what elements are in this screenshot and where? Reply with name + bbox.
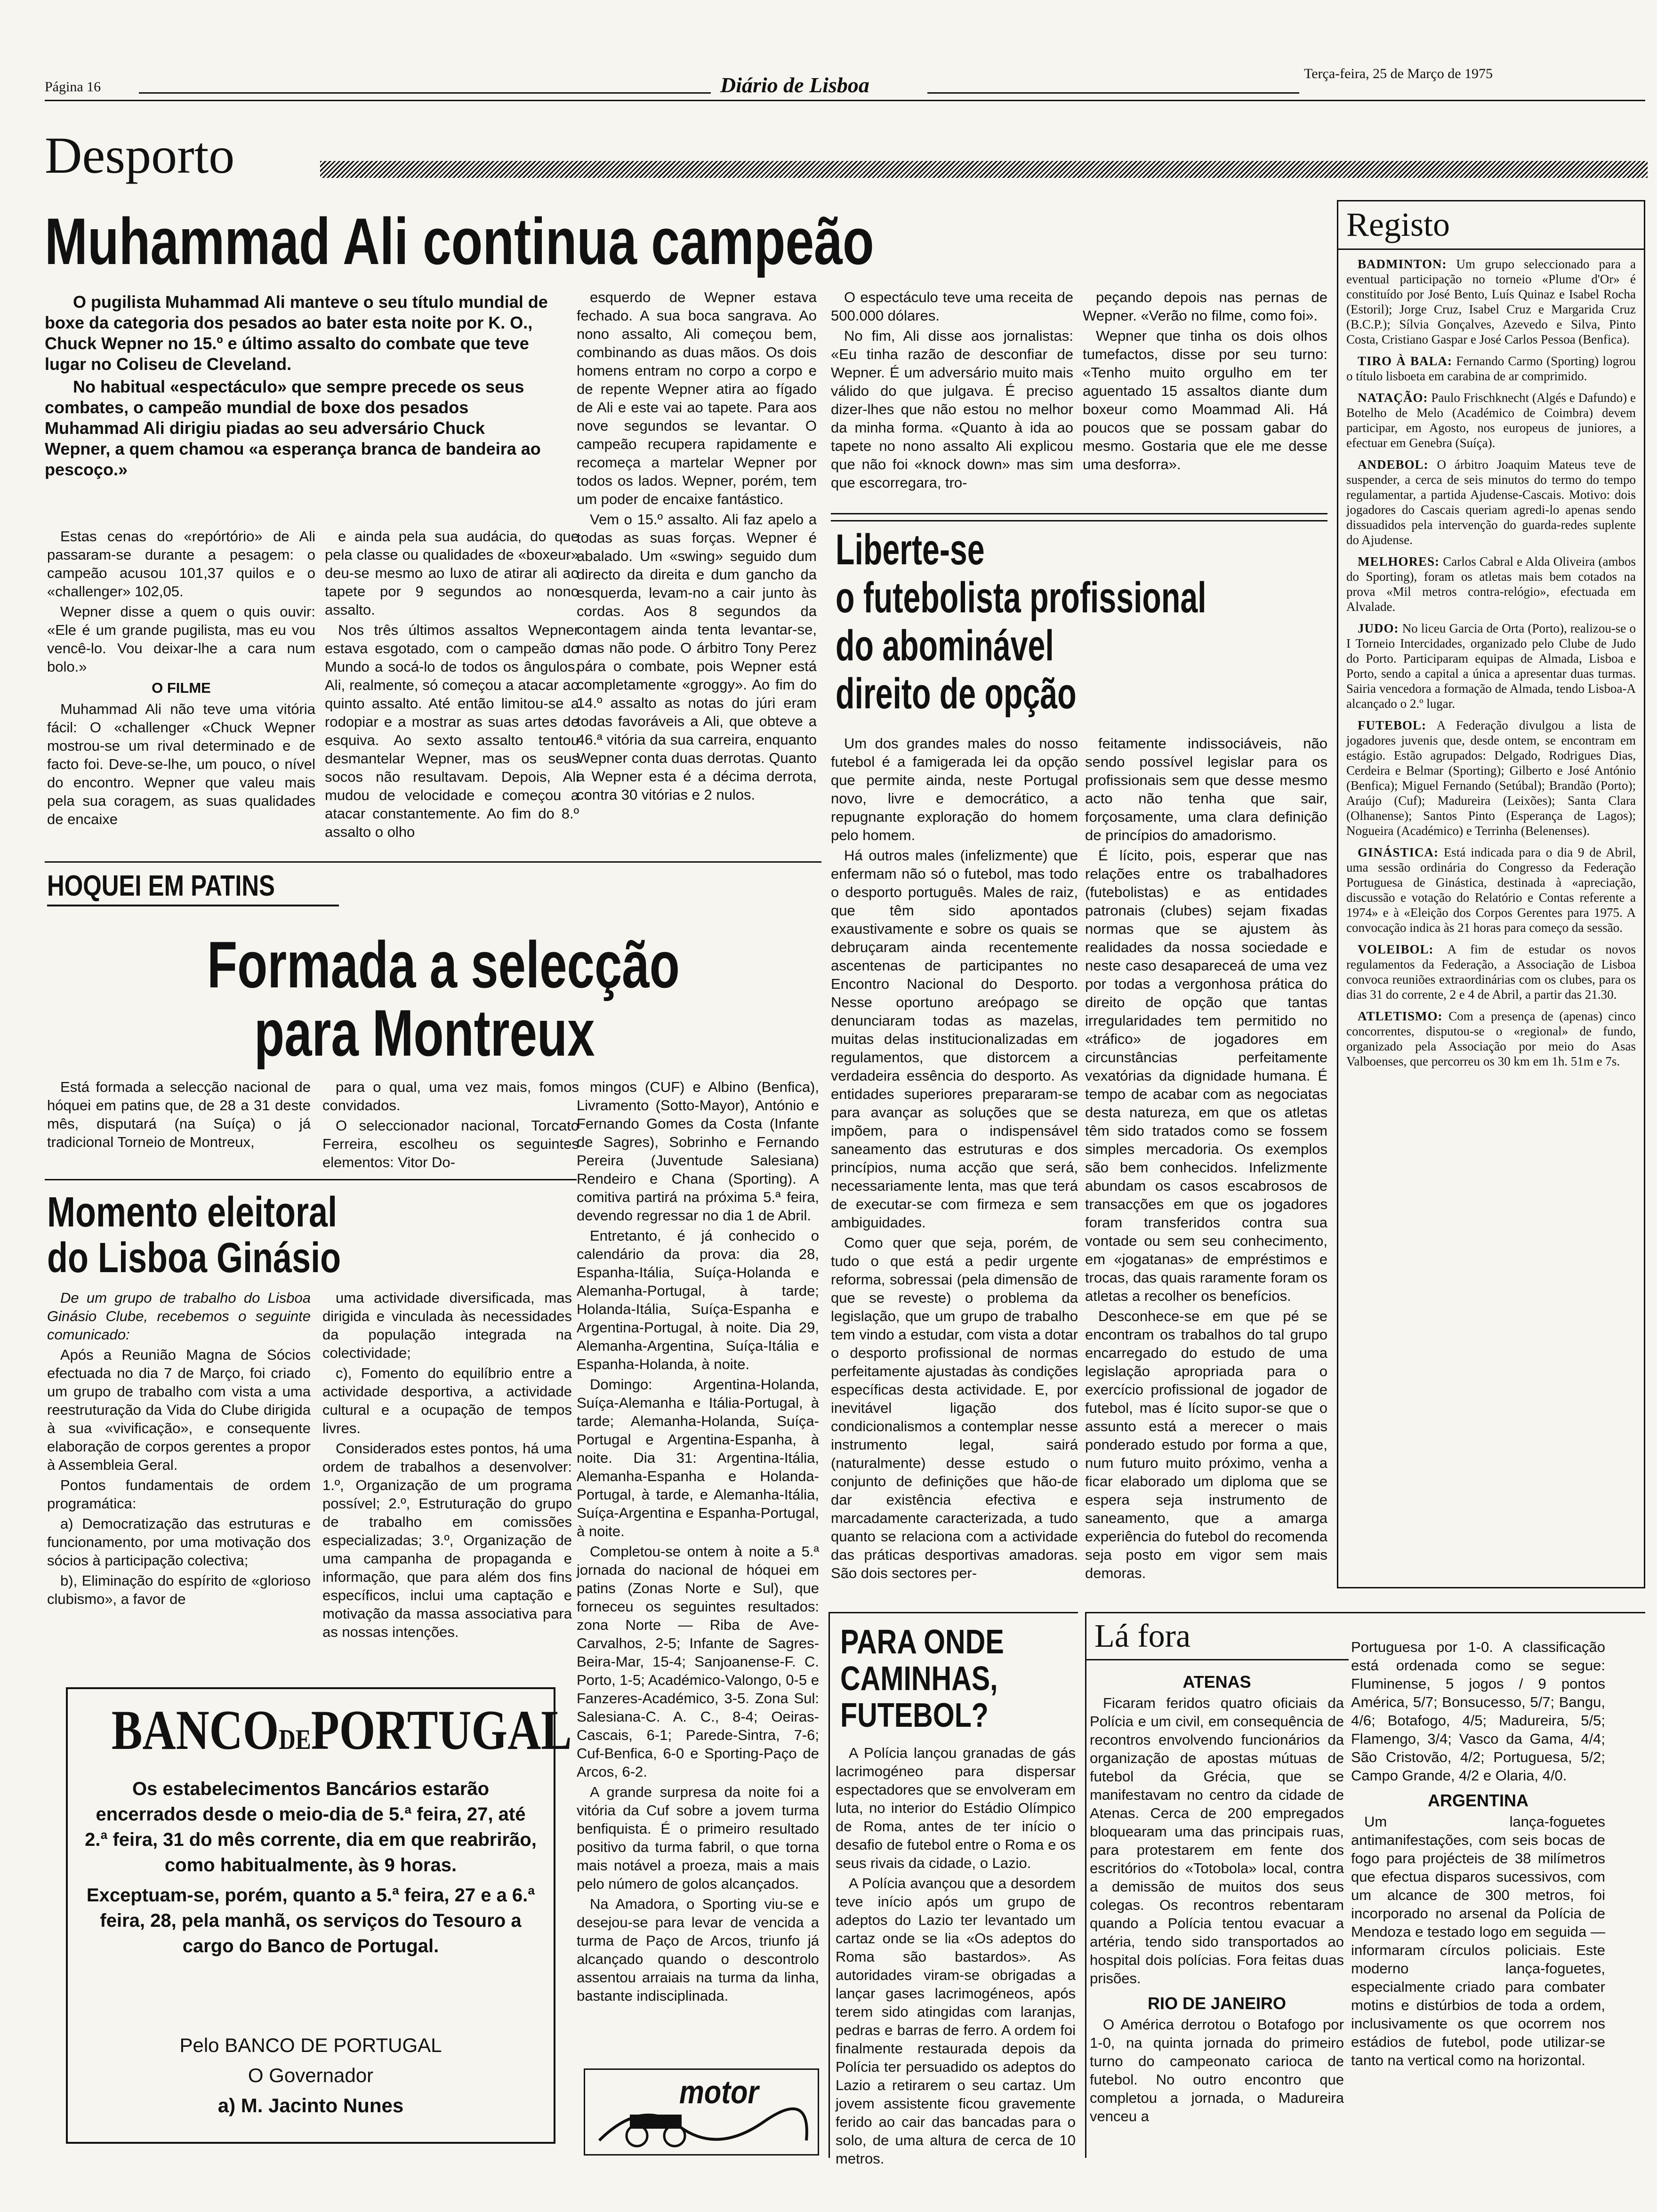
hockey-col2-p1: para o qual, uma vez mais, fomos convidados. <box>322 1079 579 1114</box>
banco-sign-3: a) M. Jacinto Nunes <box>217 2094 404 2116</box>
ali-col2-p1: e ainda pela sua audácia, do que pela classe ou qualidades de «boxeur» deu-se mesmo ao luxo de atirar ali ao tapete por 9 segundos ao nono assalto. <box>325 528 579 618</box>
hockey-headline-2: para Montreux <box>254 996 595 1070</box>
liberte-headline-2: o futebolista profissional <box>836 574 1207 622</box>
lafora-title-rule <box>1085 1659 1349 1660</box>
paraonde-headline-1: PARA ONDE <box>840 1623 1004 1661</box>
registo-key: JUDO: <box>1358 621 1399 635</box>
registo-text: Fernando Carmo (Sporting) logrou o título lisboeta em carabina de ar comprimido. <box>1346 354 1636 383</box>
registo-key: BADMINTON: <box>1358 257 1447 271</box>
hockey-col3-p1: mingos (CUF) e Albino (Benfica), Livramento (Sotto-Mayor), António e Fernando Gomes da Costa (Infante de Sagres), Sobrinho e Fernando Pereira (Juventude Salesiana) Rendeiro e Chana (Sporting). A comitiva partirá na próxima 5.ª feira, devendo regressar no dia 1 de Abril. <box>577 1079 819 1224</box>
liberte-headline-4: direito de opção <box>836 670 1077 718</box>
hockey-col1 <box>47 1078 311 1153</box>
ali-col2 <box>325 527 579 843</box>
banco-sign-1: Pelo BANCO DE PORTUGAL <box>179 2034 442 2056</box>
lafora-col1 <box>1090 1670 1344 2127</box>
registo-item <box>1346 621 1636 711</box>
section-hatch-band <box>320 161 1648 178</box>
banco-p2: Exceptuam-se, porém, quanto a 5.ª feira, 27 e a 6.ª feira, 28, pela manhã, os serviços do Tesouro a cargo do Banco de Portugal. <box>86 1885 535 1956</box>
masthead-rule-right <box>927 92 1299 94</box>
hockey-eleitoral-rule <box>45 1179 577 1180</box>
registo-item <box>1346 845 1636 935</box>
registo-key: MELHORES: <box>1358 554 1440 569</box>
ali-col3 <box>577 288 817 806</box>
hockey-col3-p3: Domingo: Argentina-Holanda, Suíça-Alemanha e Itália-Portugal, à tarde; Alemanha-Holanda, Suíça-Portugal e Argentina-Espanha, à noite. Dia 31: Argentina-Itália, Alemanha-Espanha e Holanda-Portugal, à tarde, e Alemanha-Itália, Suíça-Argentina e Espanha-Portugal, à noite. <box>577 1376 819 1539</box>
masthead-rule-left <box>139 92 711 94</box>
eleitoral-col1-p4: b), Eliminação do espírito de «glorioso clubismo», a favor de <box>47 1572 311 1607</box>
banco-title-2: PORTUGAL <box>311 1699 572 1761</box>
eleitoral-headline-2: do Lisboa Ginásio <box>47 1234 341 1282</box>
eleitoral-col2-p1: uma actividade diversificada, mas dirigida e vinculada às necessidades da população integrada na colectividade; <box>322 1290 572 1361</box>
hockey-col3-p2: Entretanto, é já conhecido o calendário da prova: dia 28, Espanha-Itália, Suíça-Holanda e Alemanha-Portugal, à tarde; Holanda-Itália, Suíça-Espanha e Argentina-Portugal, à noite. Dia 29, Alemanha-Argentina, Suíça-Itália e Espanha-Holanda, à noite. <box>577 1227 819 1372</box>
masthead-rule-bottom <box>45 100 1645 101</box>
paraonde-p1: A Polícia lançou granadas de gás lacrimogéneo para dispersar espectadores que se envolveram em luta, no interior do Estádio Olímpico de Roma, antes de ter início o desafio de futebol entre o Roma e os seus rivais da cidade, o Lazio. <box>836 1745 1076 1871</box>
atenas-title: ATENAS <box>1182 1672 1251 1691</box>
issue-date: Terça-feira, 25 de Março de 1975 <box>1304 66 1493 81</box>
liberte-col2-p3: Desconhece-se em que pé se encontram os trabalhos do tal grupo encarregado do estudo de uma legislação apropriada para o exercício profissional de jogador de futebol, mas é lícito supor-se que o assunto está a merecer o mais ponderado estudo por forma a que, num futuro muito próximo, venha a ficar elaborado um diploma que se espera seja instrumento de saneamento, que a amarga experiência do futebol do recomenda seja posto em vigor sem mais demoras. <box>1085 1308 1327 1581</box>
motor-logo-box <box>584 2068 819 2156</box>
liberte-col1-p2: Há outros males (infelizmente) que enfermam não só o futebol, mas todo o desporto português. Males de raiz, que têm sido apontados exaustivamente e sobre os quais se debruçaram ainda recentemente ascentenas de participantes no Encontro Nacional do Desporto. Nesse oportuno areópago se denunciaram todas as mazelas, muitas delas institucionalizadas em regulamentos, que distorcem a verdadeira essência do desporto. As entidades superiores prepararam-se para avançar as soluções que se impõem, para o indispensável saneamento das estruturas e dos princípios, numa acção que será, necessariamente lenta, mas que terá de executar-se com firmeza e sem ambiguidades. <box>831 847 1078 1231</box>
registo-list <box>1346 256 1636 1075</box>
argentina-title: ARGENTINA <box>1428 1791 1528 1810</box>
liberte-col1 <box>831 734 1078 1584</box>
registo-text: A Federação divulgou a lista de jogadores juvenis que, desde ontem, se encontram em estágio. Estão agrupados: Delgado, Rodrigues Dias, Cerdeira e Belmar (Sporting); Gilberto e José António (Benfica); Miguel Fernando (Setúbal); Brandão (Porto); Araújo (Cuf); Madureira (Leixões); Santa Clara (Olhanense); Santos Pinto (Esperança de Lagos); Nogueira (Académico) e Terrinha (Belenenses). <box>1346 718 1636 838</box>
ali-col4 <box>831 288 1073 494</box>
ali-headline: Muhammad Ali continua campeão <box>45 204 874 278</box>
eleitoral-col1-p2: Pontos fundamentais de ordem programática: <box>47 1477 311 1512</box>
registo-text: No liceu Garcia de Orta (Porto), realizou-se o I Torneio Intercidades, organizado pelo Clube de Judo do Porto. Participaram equipas de Almada, Lisboa e Porto, sendo a capital a única a apresentar duas turmas. Sairia vencedora a formação de Almada, tendo Lisboa-A alcançado o 2.º lugar. <box>1346 621 1636 711</box>
banco-ad-box <box>66 1687 572 2144</box>
ali-col3-p1: esquerdo de Wepner estava fechado. A sua boca sangrava. Ao nono assalto, Ali começou bem, combinando as duas mãos. Os dois homens entram no corpo a corpo e de repente Wepner atira ao fígado de Ali e este vai ao tapete. Para aos nove segundos se levantar. O campeão recupera rapidamente e recomeça a martelar Wepner por todos os lados. Wepner, porém, tem um poder de encaixe fantástico. <box>577 289 817 507</box>
registo-key: ATLETISMO: <box>1358 1009 1443 1023</box>
newspaper-name: Diário de Lisboa <box>720 73 869 97</box>
registo-item <box>1346 353 1636 384</box>
lafora-col2-text: Portuguesa por 1-0. A classificação está ordenada como se segue: Fluminense, 5 jogos / 9 pontos América, 5/7; Bonsucesso, 5/7; Bangu, 4/6; Botafogo, 4/5; Madureira, 5/5; Flamengo, 3/4; Vasco da Gama, 4/4; São Cristovão, 4/2; Portuguesa, 5/2; Campo Grande, 4/2 e Olaria, 4/0. <box>1351 1639 1605 1784</box>
ali-col5 <box>1083 288 1327 475</box>
ali-col5-p2: Wepner que tinha os dois olhos tumefactos, disse por seu turno: «Tenho muito orgulho em ter aguentado 15 assaltos diante dum boxeur como Moammad Ali. Há poucos que se possam gabar do mesmo. Gostaria que ele me desse uma desforra». <box>1083 328 1327 473</box>
registo-item <box>1346 1009 1636 1069</box>
ali-col1 <box>47 527 315 830</box>
banco-title <box>111 1699 572 1770</box>
paraonde-p2: A Polícia avançou que a desordem teve início após um grupo de adeptos do Lazio ter levantado um cartaz onde se lia «Os adeptos do Roma são bastardos». As autoridades viram-se obrigadas a lançar gases lacrimogéneos, após terem sido atingidas com laranjas, pedras e barras de ferro. A ordem foi finalmente restaurada depois da Polícia ter persuadido os adeptos do Lazio a retirarem o seu cartaz. Um jovem assistente ficou gravemente ferido ao cair das bancadas para o solo, de uma altura de cerca de 10 metros. <box>836 1875 1076 2167</box>
registo-item <box>1346 718 1636 838</box>
ali-col1-p2: Wepner disse a quem o quis ouvir: «Ele é um grande pugilista, mas eu vou vencê-lo. Vou deixar-lhe a cara num bolo.» <box>47 603 315 675</box>
liberte-col1-p3: Como quer que seja, porém, de tudo o que está a pedir urgente reforma, sobressai (pela dimensão de que se reveste) o problema da legislação, que um grupo de trabalho tem vindo a estudar, com vista a dotar o desporto profissional de normas perfeitamente ajustadas às condições específicas desta actividade. E, por inevitável ligação dos condicionalismos a contemplar nesse instrumento legal, sairá (naturalmente) desse estudo o conjunto de definições que hão-de dar existência efectiva e marcadamente caracterizada, a tudo quanto se relaciona com a actividade das práticas desportivas amadoras. São dois sectores per- <box>831 1234 1078 1581</box>
section-title: Desporto <box>45 127 235 184</box>
registo-item <box>1346 942 1636 1002</box>
liberte-col2-p1: feitamente indissociáveis, não sendo possível legislar para os profissionais sem que desse mesmo acto não tenha que sair, forçosamente, uma clara definição de princípios do amadorismo. <box>1085 735 1327 843</box>
ali-col3-p2: Vem o 15.º assalto. Ali faz apelo a todas as suas forças. Wepner é abalado. Um «swing» seguido dum directo da direita e dum gancho da esquerda, levam-no a cair junto às cordas. Aos 8 segundos da contagem ainda tenta levantar-se, mas não pode. O árbitro Tony Perez pára o combate, pois Wepner está completamente «groggy». Ao fim do 14.º assalto as notas do júri eram todas favoráveis a Ali, que obteve a 46.ª vitória da sua carreira, enquanto Wepner conta duas derrotas. Quanto a Wepner esta é a décima derrota, contra 30 vitórias e 2 nulos. <box>577 511 817 803</box>
atenas-text: Ficaram feridos quatro oficiais da Polícia e um civil, em consequência de recontros envolvendo funcionários da organização de apostas mútuas de futebol da Grécia, que se manifestavam no centro da cidade de Atenas. Cerca de 200 empregados bloquearam uma das principais ruas, para protestarem em fente dos escritórios do «Totobola» local, contra a demissão de muitos dos seus colegas. Os recontros rebentaram quando a Polícia tentou evacuar a artéria, tendo sido transportados ao hospital dois polícias. Fora feitas duas prisões. <box>1090 1695 1344 1987</box>
rio-text: O América derrotou o Botafogo por 1-0, na quinta jornada do primeiro turno do campeonato carioca de futebol. No outro encontro que completou a jornada, o Madureira venceu a <box>1090 2016 1344 2124</box>
eleitoral-col2-p3: Considerados estes pontos, há uma ordem de trabalhos a desenvolver: 1.º, Organização de um programa possível; 2.º, Estruturação do grupo de trabalho em comissões especializadas; 3.º, Organização de uma campanha de propaganda e informação, que para além dos fins específicos, inclui uma captação e motivação da massa associativa para as nossas intenções. <box>322 1440 572 1640</box>
hockey-headline-1: Formada a selecção <box>207 928 680 1002</box>
banco-sign-2: O Governador <box>248 2064 374 2086</box>
ali-col5-p1: peçando depois nas pernas de Wepner. «Verão no filme, como foi». <box>1083 289 1327 324</box>
registo-text: Paulo Frischknecht (Algés e Dafundo) e Botelho de Melo (Académico de Coimbra) devem participar, em Agosto, nos europeus de juniores, a efectuar em Genebra (Suíça). <box>1346 391 1636 450</box>
registo-text: O árbitro Joaquim Mateus teve de suspender, a cerca de seis minutos do termo do tempo regulamentar, a partida Ajudense-Cascais. Motivo: dois jogadores do Cascais queriam agredi-lo apenas sendo dissuadidos pela intervenção do guarda-redes suplente do Ajudense. <box>1346 457 1636 547</box>
registo-key: GINÁSTICA: <box>1358 845 1439 859</box>
registo-text: A fim de estudar os novos regulamentos da Federação, a Associação de Lisboa convoca reuniões extraordinárias com os clubes, para os dias 31 do corrente, 2 e 4 de Abril, a partir das 21.30. <box>1346 942 1636 1002</box>
ali-col2-p2: Nos três últimos assaltos Wepner estava esgotado, com o campeão do Mundo a socá-lo de todos os ângulos. Ali, realmente, só começou a atacar ao quinto assalto. Até então limitou-se a rodopiar e a mostrar as suas artes de esquiva. Ao sexto assalto tentou desmantelar Wepner, mas os seus socos não resultavam. Depois, Ali mudou de velocidade e começou a atacar constantemente. Ao fim do 8.º assalto o olho <box>325 622 579 840</box>
ali-bottom-rule <box>831 513 1327 514</box>
ali-col1-p1: Estas cenas do «repórtório» de Ali passaram-se durante a pesagem: o campeão acusou 101,37 quilos e o «challenger» 102,05. <box>47 528 315 600</box>
liberte-col1-p1: Um dos grandes males do nosso futebol é a famigerada lei da opção que permite ainda, neste Portugal novo, livre e democrático, a repugnante exploração do homem pelo homem. <box>831 735 1078 843</box>
hockey-col2 <box>322 1078 579 1173</box>
lafora-title: Lá fora <box>1094 1618 1191 1654</box>
liberte-top-rule <box>831 520 1327 521</box>
rio-title: RIO DE JANEIRO <box>1147 1994 1287 2013</box>
motor-logo-text: motor <box>679 2074 759 2110</box>
registo-key: NATAÇÃO: <box>1358 391 1428 405</box>
registo-title-rule <box>1337 248 1645 250</box>
eleitoral-intro: De um grupo de trabalho do Lisboa Ginásio Clube, recebemos o seguinte comunicado: <box>47 1290 311 1343</box>
liberte-headline-3: do abominável <box>836 622 1054 670</box>
hockey-col3 <box>577 1078 819 2007</box>
hockey-kicker-underline <box>47 905 339 906</box>
lafora-col2 <box>1351 1638 1605 2071</box>
liberte-headline-1: Liberte-se <box>836 526 985 574</box>
eleitoral-col1-p1: Após a Reunião Magna de Sócios efectuada no dia 7 de Março, foi criado um grupo de trabalho com vista a uma reestruturação da Vida do Clube dirigida à sua «vivificação», e consequente elaboração de corpos gerentes a propor à Assembleia Geral. <box>47 1346 311 1473</box>
paraonde-body <box>836 1744 1076 2170</box>
registo-item <box>1346 554 1636 614</box>
hockey-col3-p4: Completou-se ontem à noite a 5.ª jornada do nacional de hóquei em patins (Zonas Norte e Sul), que forneceu os seguintes resultados: zona Norte — Riba de Ave-Carvalhos, 2-5; Infante de Sagres-Beira-Mar, 15-4; Sanjoanense-F. C. Porto, 1-5; Académico-Valongo, 0-5 e Fanzeres-Académico, 3-5. Zona Sul: Salesiana-C. A. C., 8-4; Oeiras-Cascais, 6-1; Parede-Sintra, 7-6; Cuf-Benfica, 6-0 e Sporting-Paço de Arcos, 6-2. <box>577 1543 819 1780</box>
ali-col1-p3: Muhammad Ali não teve uma vitória fácil: O «challenger «Chuck Wepner mostrou-se um rival determinado e de facto foi. Deve-se-lhe, um pouco, o nível do encontro. Wepner que valeu mais pela sua coragem, as suas qualidades de encaixe <box>47 701 315 827</box>
ali-col4-p2: No fim, Ali disse aos jornalistas: «Eu tinha razão de desconfiar de Wepner. É um adversário muito mais válido do que julgava. É preciso dizer-lhes que não estou no melhor da minha forma. «Quanto à ida ao tapete no nono assalto Ali explicou que não foi «knock down» mas sim que escorregara, tro- <box>831 328 1073 491</box>
registo-text: Um grupo seleccionado para a eventual participação no torneio «Plume d'Or» é constituído por José Bento, Luís Quinaz e Isabel Rocha (Estoril); Jorge Cruz, Isabel Cruz e Margarida Cruz (B.C.P.); Sílvia Gonçalves, Azevedo e Silva, Pinto Costa, Cristiano Gaspar e José Carlos Pessoa (Benfica). <box>1346 257 1636 346</box>
liberte-col2 <box>1085 734 1327 1584</box>
registo-key: ANDEBOL: <box>1358 457 1429 472</box>
banco-title-1: BANCO <box>111 1699 279 1761</box>
registo-title: Registo <box>1346 206 1450 243</box>
eleitoral-col2-p2: c), Fomento do equilíbrio entre a actividade desportiva, a actividade cultural e a ocupação de tempos livres. <box>322 1365 572 1436</box>
paraonde-headline-3: FUTEBOL? <box>840 1697 989 1734</box>
hockey-col2-p2: O seleccionador nacional, Torcato Ferreira, escolheu os seguintes elementos: Vitor Do- <box>322 1117 579 1170</box>
registo-item <box>1346 256 1636 347</box>
banco-p1: Os estabelecimentos Bancários estarão encerrados desde o meio-dia de 5.ª feira, 27, até 2.ª feira, 31 do mês corrente, dia em que reabrirão, como habitualmente, às 9 horas. <box>85 1779 537 1875</box>
hockey-col3-p5: A grande surpresa da noite foi a vitória da Cuf sobre a jovem turma benfiquista. É o primeiro resultado positivo da turma fabril, o que torna mais notável a proeza, mais a mais pelo número de golos alcançados. <box>577 1784 819 1892</box>
registo-item <box>1346 390 1636 450</box>
eleitoral-col1-p3: a) Democratização das estruturas e funcionamento, por uma motivação dos sócios à participação colectiva; <box>47 1515 311 1569</box>
registo-text: Com a presença de (apenas) cinco concorrentes, disputou-se o «regional» de fundo, organizado pela Associação por meio do Asas Valboenses, que percorreu os 30 km em 1h. 51m e 7s. <box>1346 1009 1636 1068</box>
eleitoral-headline-1: Momento eleitoral <box>47 1189 338 1236</box>
page-number: Página 16 <box>45 79 101 95</box>
registo-text: Está indicada para o dia 9 de Abril, uma sessão ordinária do Congresso da Federação Portuguesa de Ginástica, destinada à «apreciação, discussão e votação do Relatório e Contas referente a 1974» e à «Eleição dos Corpos Gerentes para 1975. A convocação indica às 21 horas para começo da sessão. <box>1346 845 1636 935</box>
registo-text: Carlos Cabral e Alda Oliveira (ambos do Sporting), foram os atletas mais bem cotados na prova «Mil metros contra-relógio», efectuada em Alvalade. <box>1346 554 1636 614</box>
registo-key: VOLEIBOL: <box>1358 942 1434 956</box>
banco-title-de: DE <box>279 1724 311 1755</box>
ali-lead <box>45 292 553 482</box>
argentina-text: Um lança-foguetes antimanifestações, com seis bocas de fogo para projécteis de 38 milímetros que efectua disparos sucessivos, com um alcance de 300 metros, foi incorporado no arsenal da Polícia de Mendoza e testado logo em seguida — informaram círculos policiais. Este moderno lança-foguetes, especialmente criado para combater motins e distúrbios de toda a ordem, inclusivamente os que ocorrem nos estádios de futebol, pode utilizar-se tanto na vertical como na horizontal. <box>1351 1813 1605 2068</box>
ali-hockey-rule <box>45 861 821 863</box>
ali-lead-p1: O pugilista Muhammad Ali manteve o seu título mundial de boxe da categoria dos pesados ao bater esta noite por K. O., Chuck Wepner no 15.º e último assalto do combate que teve lugar no Coliseu de Cleveland. <box>45 292 548 374</box>
registo-item <box>1346 457 1636 547</box>
banco-body <box>82 1776 539 1959</box>
liberte-col2-p2: É lícito, pois, esperar que nas relações entre os trabalhadores (futebolistas) e as entidades patronais (clubes) sejam fixadas normas que se ajustem às realidades da nossa sociedade e neste caso desapareceá de uma vez por todas a vergonhosa prática do direito de opção que tantas irregularidades tem permitido no «tráfico» de jogadores em circunstâncias perfeitamente vexatórias da dignidade humana. É tempo de acabar com as negociatas desta natureza, em que os atletas têm sido tratados como se fossem simples mercadoria. Os exemplos são bem conhecidos. Infelizmente abundam os casos escabrosos de transacções em que os jogadores foram transferidos contra sua vontade ou sem seu conhecimento, em «jogatanas» de empréstimos e trocas, das quais raramente foram os atletas a recolher os benefícios. <box>1085 847 1327 1304</box>
paraonde-headline-2: CAMINHAS, <box>840 1660 998 1698</box>
eleitoral-col2 <box>322 1289 572 1643</box>
hockey-col1-p1: Está formada a selecção nacional de hóquei em patins que, de 28 a 31 deste mês, disputará (na Suíça) o já tradicional Torneio de Montreux, <box>47 1079 311 1150</box>
eleitoral-col1 <box>47 1289 311 1610</box>
registo-key: FUTEBOL: <box>1358 718 1427 732</box>
hockey-kicker: HOQUEI EM PATINS <box>47 870 275 902</box>
ali-col4-p1: O espectáculo teve uma receita de 500.000 dólares. <box>831 289 1073 324</box>
hockey-col3-p6: Na Amadora, o Sporting viu-se e desejou-se para levar de vencida a turma de Paço de Arcos, triunfo já alcançado quando o descontrolo assentou arraiais na turma da linha, bastante indisciplinada. <box>577 1896 819 2004</box>
registo-key: TIRO À BALA: <box>1358 354 1453 368</box>
ali-subhead: O FILME <box>152 680 211 696</box>
banco-signature <box>68 2030 554 2121</box>
ali-lead-p2: No habitual «espectáculo» que sempre precede os seus combates, o campeão mundial de boxe dos pesados Muhammad Ali dirigiu piadas ao seu adversário Chuck Wepner, a quem chamou «a esperança branca de bandeira ao pescoço.» <box>45 377 541 479</box>
